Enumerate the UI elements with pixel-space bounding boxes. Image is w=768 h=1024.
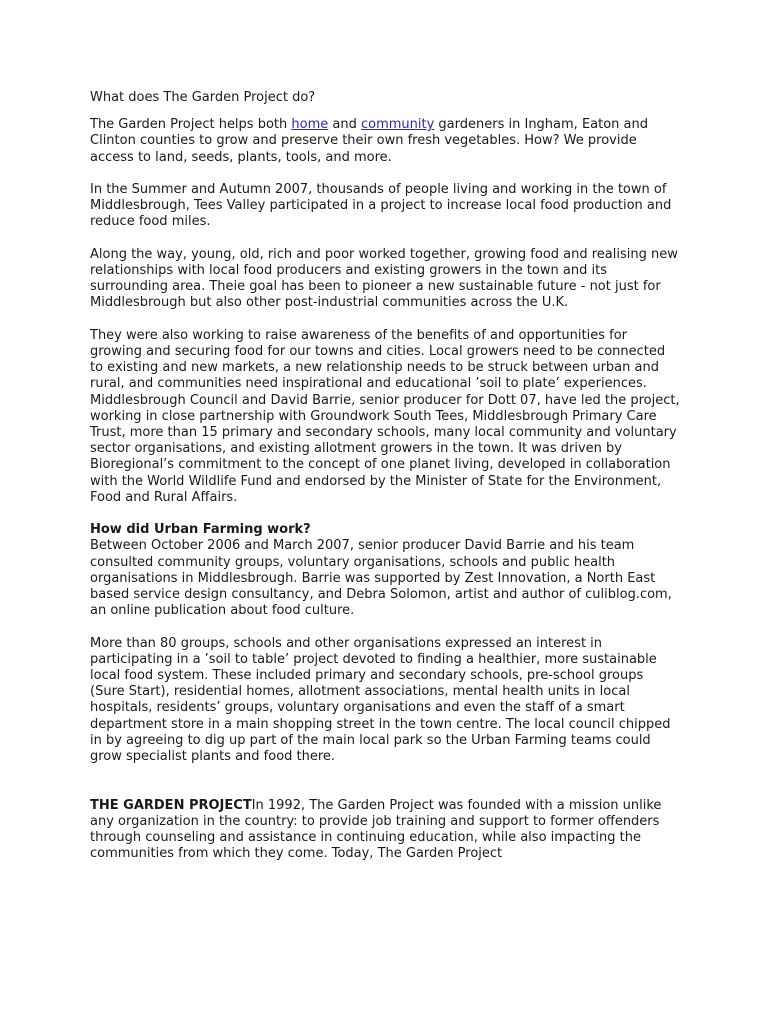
document-page (90, 90, 682, 879)
paragraph-middlesbrough-2007: In the Summer and Autumn 2007, thousands of people living and working in the town of Middlesbrough, Tees Valley participated in a project to increase local food production and reduce food miles. (90, 182, 672, 230)
spacer (90, 781, 682, 797)
heading-urban-farming: How did Urban Farming work? (90, 522, 311, 538)
intro-question: What does The Garden Project do? (90, 90, 316, 105)
paragraph-services (90, 117, 682, 166)
paragraph-council-partnership: Middlesbrough Council and David Barrie, senior producer for Dott 07, have led the project, working in close partnership with Groundwork South Tees, Middlesbrough Primary Care Trust, more than 15 primary and secondary schools, many local community and voluntary sector organisations, and existing allotment growers in the town. It was driven by Bioregional’s commitment to the concept of one planet living, developed in collaboration with the World Wildlife Fund and endorsed by the Minister of State for the Environment, Food and Rural Affairs. (90, 392, 680, 505)
p1-text-b: and (328, 117, 361, 133)
paragraph-garden-project-history (90, 798, 682, 863)
garden-project-text: In 1992, The Garden Project was founded with a mission unlike any organization in the country: to provide job training and support to former offenders through counseling and assistance in continuing education, while also impacting the communities from which they come. Today, The Garden Project (90, 797, 662, 862)
paragraph-groups: More than 80 groups, schools and other organisations expressed an interest in participating in a ’soil to table’ project devoted to finding a healthier, more sustainable local food system. These included primary and secondary schools, pre-school groups (Sure Start), residential homes, allotment associations, mental health units in local hospitals, residents’ groups, voluntary organisations and even the staff of a smart department store in a main shopping street in the town centre. The local council chipped in by agreeing to dig up part of the main local park so the Urban Farming teams could grow specialist plants and food there. (90, 635, 671, 765)
p1-text-c: gardeners in Ingham, Eaton and Clinton counties to grow and preserve their own fresh vegetables. How? We provide access to land, seeds, plants, tools, and more. (90, 117, 649, 165)
home-link[interactable]: home (291, 117, 329, 133)
paragraph-consultation: Between October 2006 and March 2007, senior producer David Barrie and his team consulted community groups, voluntary organisations, schools and public health organisations in Middlesbrough. Barrie was supported by Zest Innovation, a North East based service design consultancy, and Debra Solomon, artist and author of culiblog.com, an online publication about food culture. (90, 538, 672, 619)
p1-text-a: The Garden Project helps both (90, 117, 292, 133)
paragraph-along-the-way: Along the way, young, old, rich and poor worked together, growing food and realising new relationships with local food producers and existing growers in the town and its surrounding area. Theie goal has been to pioneer a new sustainable future - not just for Middlesbrough but also other post-industrial communities across the U.K. (90, 246, 678, 311)
paragraph-awareness: They were also working to raise awareness of the benefits of and opportunities for growing and securing food for our towns and cities. Local growers need to be connected to existing and new markets, a new relationship needs to be struck between urban and rural, and communities need inspirational and educational ’soil to plate’ experiences. (90, 327, 666, 392)
community-link[interactable]: community (360, 117, 435, 133)
garden-project-lead: THE GARDEN PROJECT (90, 797, 252, 813)
